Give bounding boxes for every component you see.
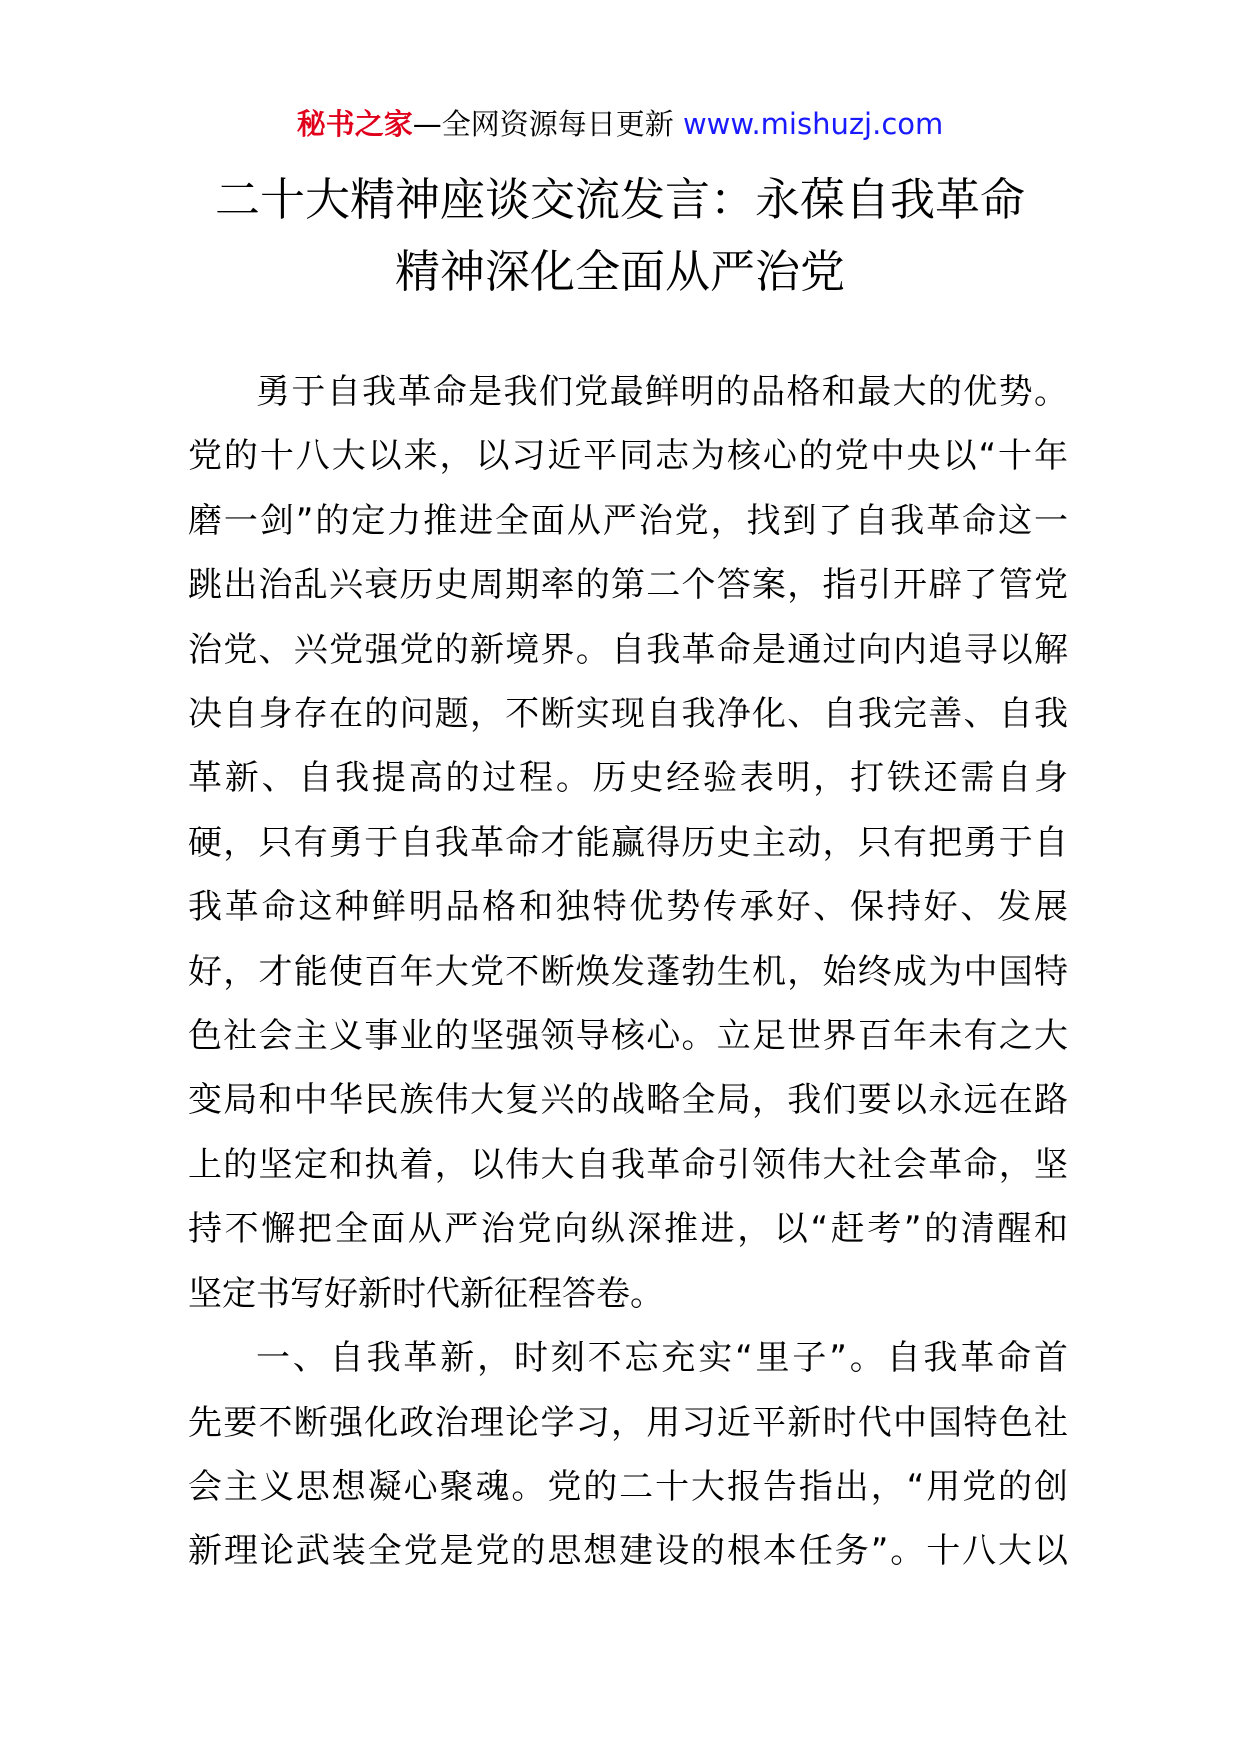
text-line: 新理论武装全党是党的思想建设的根本任务”。十八大以 (188, 1531, 1068, 1572)
text-line: 党的十八大以来，以习近平同志为核心的党中央以“十年 (188, 436, 1068, 477)
document-title (0, 164, 1240, 308)
title-line-1: 二十大精神座谈交流发言：永葆自我革命 (214, 173, 1025, 226)
text-line: 革新、自我提高的过程。历史经验表明，打铁还需自身 (188, 758, 1068, 799)
title-line-2: 精神深化全面从严治党 (394, 245, 845, 298)
text-line: 治党、兴党强党的新境界。自我革命是通过向内追寻以解 (188, 629, 1068, 670)
text-line: 坚定书写好新时代新征程答卷。 (188, 1273, 664, 1314)
text-line: 色社会主义事业的坚强领导核心。立足世界百年未有之大 (188, 1016, 1068, 1057)
paragraph-intro (188, 360, 1068, 1326)
text-line: 会主义思想凝心聚魂。党的二十大报告指出，“用党的创 (188, 1466, 1068, 1507)
text-line: 勇于自我革命是我们党最鲜明的品格和最大的优势。 (256, 372, 1068, 412)
site-url-link[interactable]: www.mishuzj.com (682, 107, 944, 141)
text-line: 一、自我革新，时刻不忘充实“里子”。自我革命首 (256, 1338, 1068, 1379)
text-line: 硬，只有勇于自我革命才能赢得历史主动，只有把勇于自 (188, 822, 1068, 863)
document-body (188, 360, 1068, 1584)
text-line: 好，才能使百年大党不断焕发蓬勃生机，始终成为中国特 (188, 951, 1068, 992)
text-line: 我革命这种鲜明品格和独特优势传承好、保持好、发展 (188, 887, 1068, 928)
page-header (0, 104, 1240, 144)
text-line: 变局和中华民族伟大复兴的战略全局，我们要以永远在路 (188, 1080, 1068, 1121)
text-line: 跳出治乱兴衰历史周期率的第二个答案，指引开辟了管党 (188, 565, 1068, 606)
text-line: 先要不断强化政治理论学习，用习近平新时代中国特色社 (188, 1402, 1068, 1443)
text-line: 磨一剑”的定力推进全面从严治党，找到了自我革命这一 (188, 500, 1068, 541)
header-tagline: —全网资源每日更新 (412, 107, 683, 141)
text-line: 决自身存在的问题，不断实现自我净化、自我完善、自我 (188, 694, 1068, 735)
paragraph-section-one (188, 1326, 1068, 1584)
text-line: 持不懈把全面从严治党向纵深推进，以“赶考”的清醒和 (188, 1209, 1068, 1250)
brand-name: 秘书之家 (296, 107, 413, 141)
text-line: 上的坚定和执着，以伟大自我革命引领伟大社会革命，坚 (188, 1144, 1068, 1185)
